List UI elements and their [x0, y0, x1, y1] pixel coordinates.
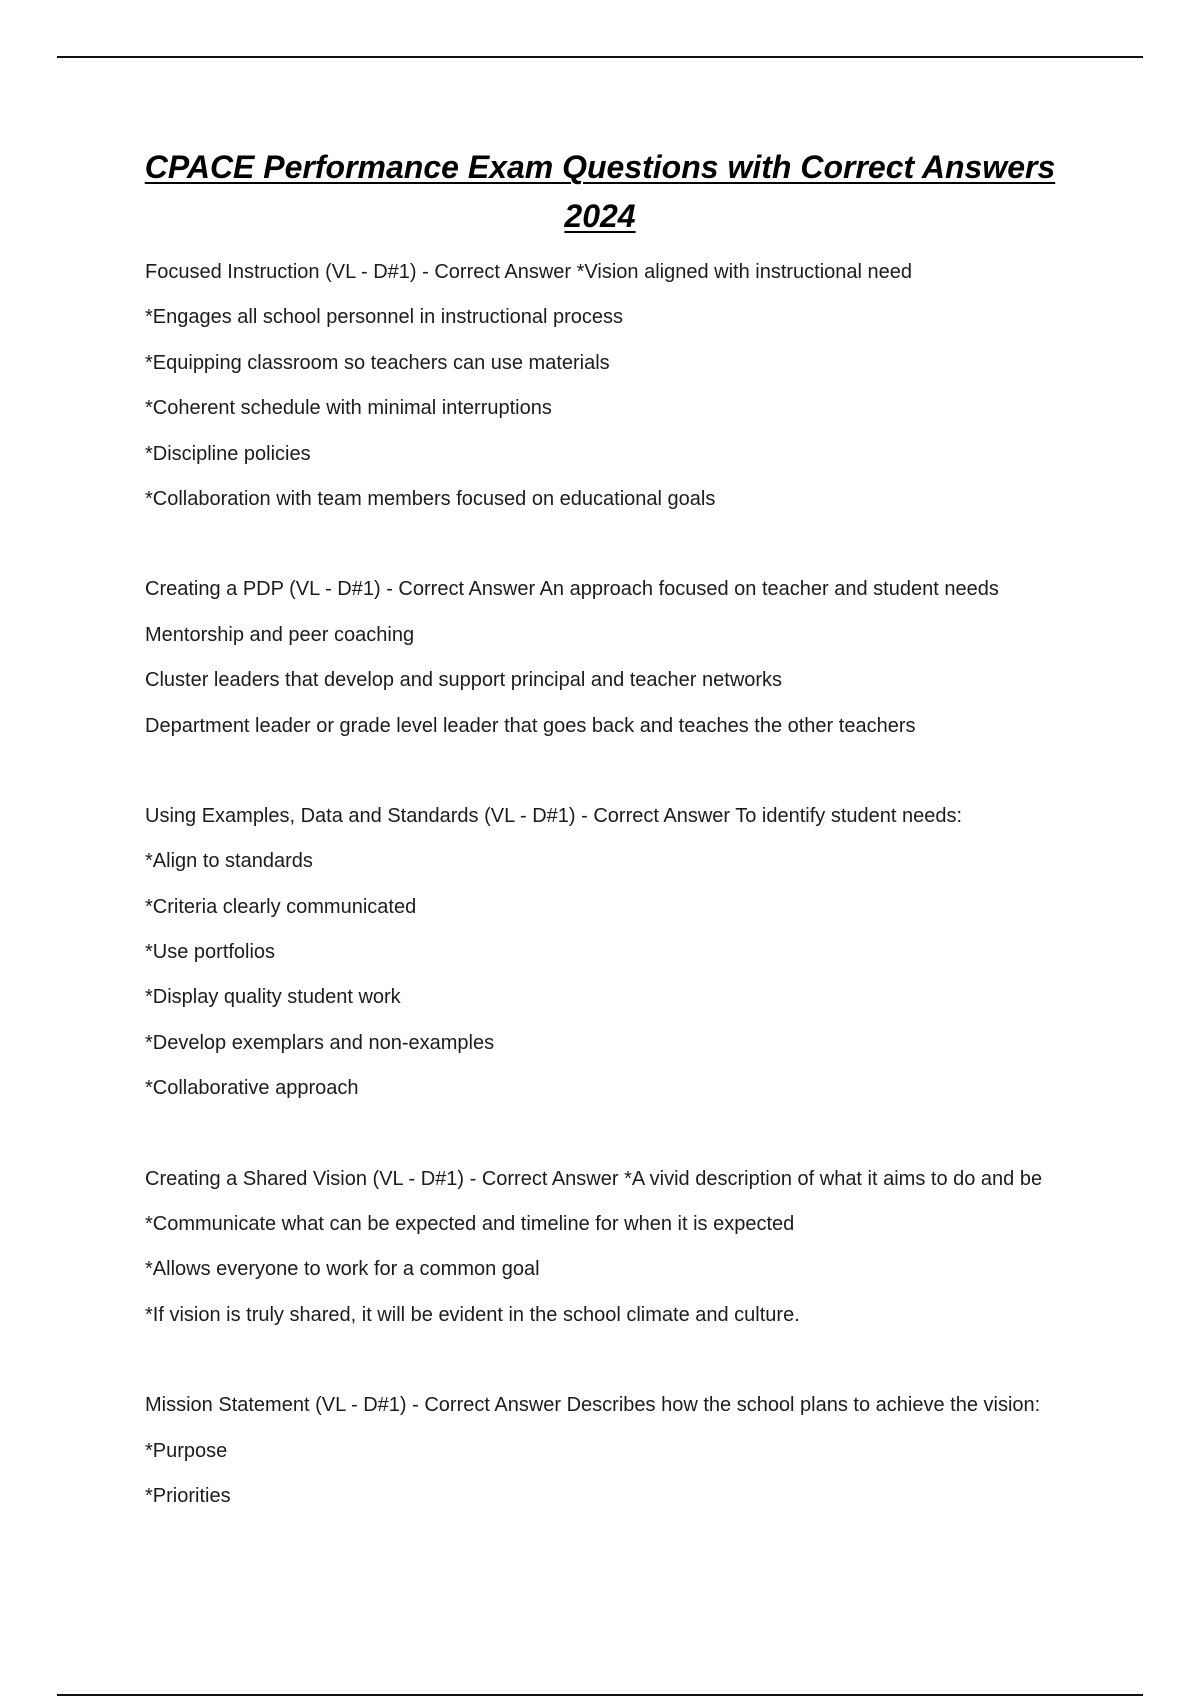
question-line: Creating a Shared Vision (VL - D#1) - Correct Answer *A vivid description of what it aims to do and be — [145, 1167, 1043, 1190]
answer-line: Mentorship and peer coaching — [145, 623, 415, 646]
question-line: Using Examples, Data and Standards (VL - D#1) - Correct Answer To identify student needs: — [145, 804, 963, 827]
answer-line: *If vision is truly shared, it will be evident in the school climate and culture. — [145, 1303, 800, 1326]
answer-line: *Communicate what can be expected and timeline for when it is expected — [145, 1213, 795, 1236]
answer-line: *Discipline policies — [145, 442, 311, 465]
answer-line: *Equipping classroom so teachers can use materials — [145, 351, 610, 374]
answer-line: *Use portfolios — [145, 941, 276, 964]
qa-entry-examples-data-standards — [145, 802, 1145, 1120]
answer-line: *Priorities — [145, 1484, 231, 1507]
answer-line: *Engages all school personnel in instructional process — [145, 306, 624, 329]
qa-entry-mission-statement — [145, 1391, 1145, 1527]
document-body — [145, 258, 1145, 1572]
answer-line: *Collaborative approach — [145, 1077, 359, 1100]
answer-line: *Coherent schedule with minimal interruptions — [145, 397, 552, 420]
answer-line: *Allows everyone to work for a common goal — [145, 1258, 540, 1281]
document-title — [120, 143, 1080, 241]
qa-entry-creating-pdp — [145, 575, 1145, 757]
title-line-1: CPACE Performance Exam Questions with Correct Answers — [144, 149, 1056, 185]
question-line: Mission Statement (VL - D#1) - Correct Answer Describes how the school plans to achieve the vision: — [145, 1394, 1041, 1417]
answer-line: *Display quality student work — [145, 986, 401, 1009]
footer-rule — [57, 1694, 1143, 1696]
answer-line: Cluster leaders that develop and support principal and teacher networks — [145, 669, 783, 692]
question-line: Creating a PDP (VL - D#1) - Correct Answer An approach focused on teacher and student needs — [145, 578, 999, 601]
answer-line: *Criteria clearly communicated — [145, 895, 417, 918]
question-line: Focused Instruction (VL - D#1) - Correct Answer *Vision aligned with instructional need — [145, 261, 913, 283]
answer-line: *Align to standards — [145, 850, 313, 873]
header-rule — [57, 56, 1143, 58]
qa-entry-focused-instruction — [145, 258, 1145, 530]
title-line-2: 2024 — [564, 198, 636, 234]
qa-entry-shared-vision — [145, 1165, 1145, 1347]
answer-line: *Collaboration with team members focused on educational goals — [145, 487, 716, 510]
answer-line: *Purpose — [145, 1439, 228, 1462]
answer-line: *Develop exemplars and non-examples — [145, 1031, 495, 1054]
answer-line: Department leader or grade level leader that goes back and teaches the other teachers — [145, 714, 916, 737]
